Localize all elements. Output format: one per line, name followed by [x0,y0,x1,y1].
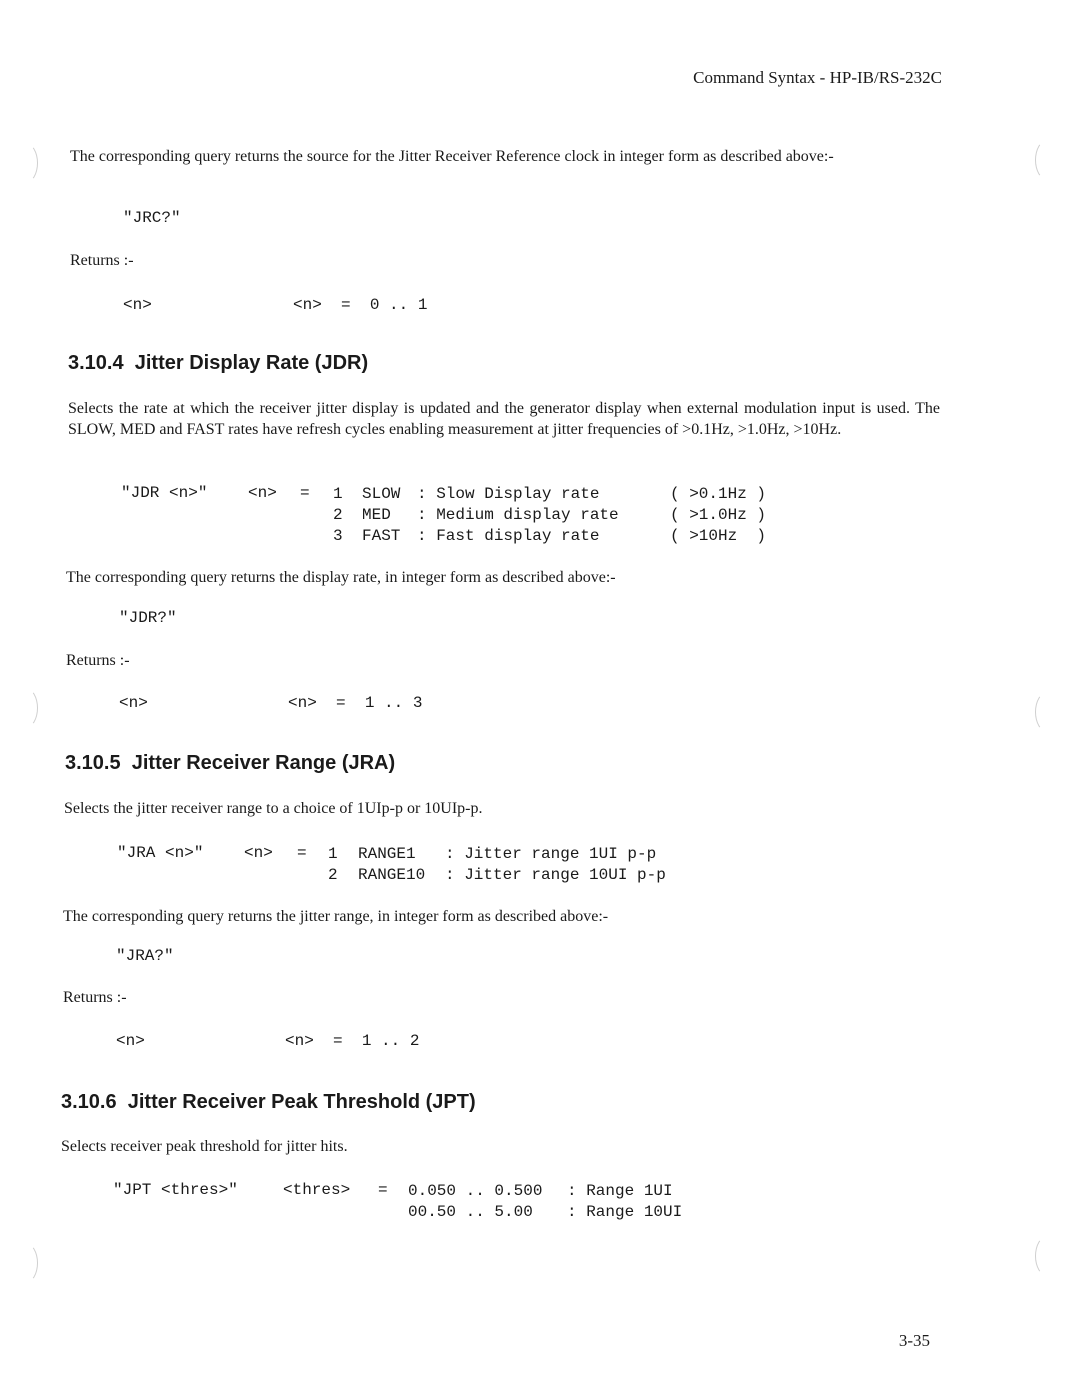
jpt-command: "JPT <thres>" [113,1181,238,1199]
jrc-return-range: <n> = 0 .. 1 [293,296,428,314]
section-number: 3.10.4 [68,352,124,374]
jdr-command: "JDR <n>" [121,484,208,502]
section-title: Jitter Display Rate (JDR) [134,352,369,374]
jdr-description: Selects the rate at which the receiver jitter display is updated and the generator display when external modulation input is used. The SLOW, MED and FAST rates have refresh cycles enabling measurement at jitter frequencies of >0.1Hz, >1.0Hz, >10Hz. [68,400,940,438]
jdr-equals: = [300,484,310,502]
jpt-range-value: 0.050 .. 0.500 [408,1182,543,1200]
jra-equals: = [297,844,307,862]
jra-option-desc: : Jitter range 1UI p-p [445,845,657,863]
jpt-description: Selects receiver peak threshold for jitter hits. [61,1138,348,1155]
section-title: Jitter Receiver Range (JRA) [131,752,396,774]
jdr-returns-label: Returns :- [66,652,130,669]
jdr-return-range: <n> = 1 .. 3 [288,694,423,712]
jdr-query-text: The corresponding query returns the display rate, in integer form as described above:- [66,569,616,586]
jdr-option-num: 3 [333,527,343,545]
jra-returns-label: Returns :- [63,989,127,1006]
section-heading-jdr [68,352,368,375]
binding-hole-left-bottom [14,1243,38,1283]
jdr-option-desc: : Slow Display rate [417,485,600,503]
jpt-range-label: : Range 10UI [567,1203,683,1221]
jra-command: "JRA <n>" [117,844,204,862]
jra-param: <n> [244,844,273,862]
binding-hole-left-top [14,143,38,183]
jdr-option-num: 2 [333,506,343,524]
section-title: Jitter Receiver Peak Threshold (JPT) [127,1091,476,1113]
jra-option-name: RANGE1 [358,845,416,863]
jdr-param: <n> [248,484,277,502]
jdr-option-freq: ( >0.1Hz ) [670,485,767,503]
jra-option-desc: : Jitter range 10UI p-p [445,866,666,884]
jdr-option-freq: ( >10Hz ) [670,527,767,545]
binding-hole-right-top [1035,140,1059,180]
section-number: 3.10.5 [65,752,121,774]
jpt-range-label: : Range 1UI [567,1182,673,1200]
section-heading-jra [65,752,395,775]
jrc-return-param: <n> [123,296,152,314]
jrc-query-command: "JRC?" [123,209,181,227]
jdr-query-command: "JDR?" [119,609,177,627]
page-number: 3-35 [898,1331,930,1350]
jrc-returns-label: Returns :- [70,252,134,269]
jra-query-command: "JRA?" [116,947,174,965]
binding-hole-right-bottom [1035,1236,1059,1276]
jra-option-name: RANGE10 [358,866,426,884]
jdr-option-name: SLOW [362,485,401,503]
jdr-return-param: <n> [119,694,148,712]
section-heading-jpt [61,1091,476,1114]
jdr-option-freq: ( >1.0Hz ) [670,506,767,524]
jra-return-range: <n> = 1 .. 2 [285,1032,420,1050]
binding-hole-right-middle [1035,692,1059,732]
jdr-option-name: MED [362,506,391,524]
jpt-equals: = [378,1181,388,1199]
jra-query-text: The corresponding query returns the jitter range, in integer form as described above:- [63,908,609,925]
running-header: Command Syntax - HP-IB/RS-232C [693,68,942,87]
section-number: 3.10.6 [61,1091,117,1113]
jra-return-param: <n> [116,1032,145,1050]
jdr-option-desc: : Medium display rate [417,506,619,524]
jpt-param: <thres> [283,1181,351,1199]
binding-hole-left-middle [14,688,38,728]
jdr-option-num: 1 [333,485,343,503]
jra-option-num: 2 [328,866,338,884]
jrc-query-intro: The corresponding query returns the source for the Jitter Receiver Reference clock in integer form as described above:- [70,148,834,165]
jra-option-num: 1 [328,845,338,863]
jdr-option-name: FAST [362,527,401,545]
jdr-option-desc: : Fast display rate [417,527,600,545]
jra-description: Selects the jitter receiver range to a choice of 1UIp-p or 10UIp-p. [64,800,483,817]
jpt-range-value: 00.50 .. 5.00 [408,1203,543,1221]
